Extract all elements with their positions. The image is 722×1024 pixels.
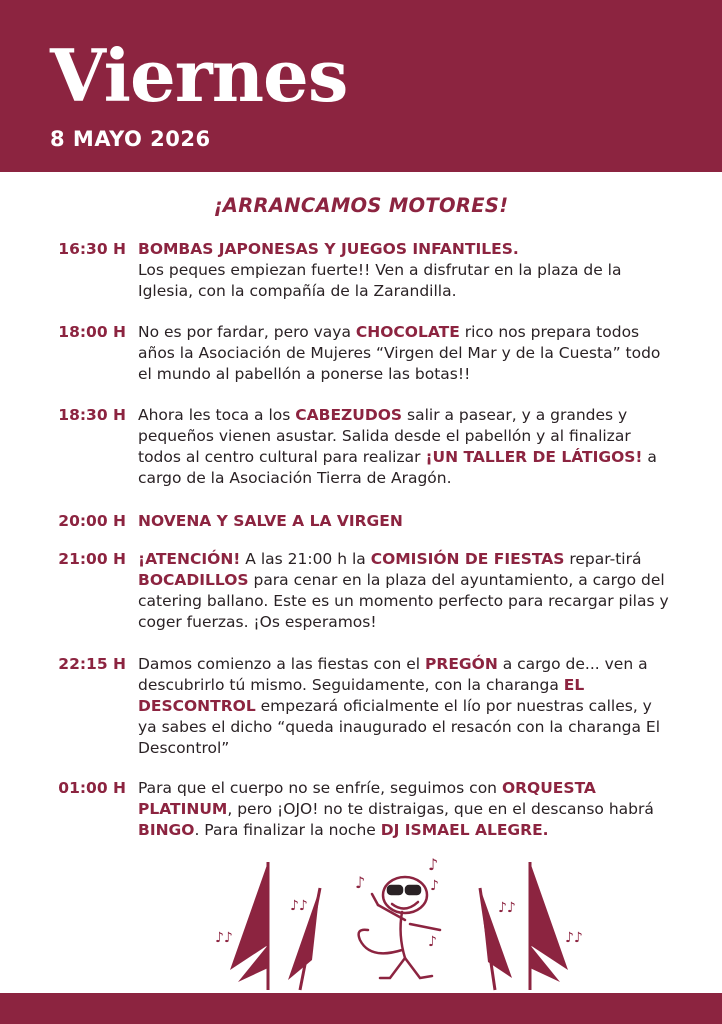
svg-text:♪♪: ♪♪ (290, 898, 308, 914)
event-text: rico nos prepara todos años la Asociación de Mujeres “Virgen del Mar y de la Cuesta” todo el mundo al pabellón a ponerse las botas!! (138, 323, 661, 383)
event-time: 16:30 H (58, 240, 126, 258)
svg-text:♪♪: ♪♪ (215, 930, 233, 946)
decorative-illustration (0, 850, 722, 995)
event-highlight: BINGO (138, 821, 195, 839)
event-time: 18:00 H (58, 323, 126, 341)
dancing-lizard-icon (359, 877, 440, 978)
svg-text:♪: ♪ (428, 934, 437, 950)
event-highlight: EL DESCONTROL (138, 676, 585, 715)
event-description (138, 405, 670, 489)
page-title: Viernes (50, 33, 348, 118)
header-banner (0, 0, 722, 172)
event-text: Los peques empiezan fuerte!! Ven a disfrutar en la plaza de la Iglesia, con la compañía de la Zarandilla. (138, 261, 622, 300)
event-highlight: DJ ISMAEL ALEGRE. (380, 821, 549, 839)
flag-icon (530, 862, 568, 990)
event-heading: NOVENA Y SALVE A LA VIRGEN (138, 512, 403, 530)
section-title: ¡ARRANCAMOS MOTORES! (213, 194, 509, 217)
event-text: salir a pasear, y a grandes y pequeños vienen asustar. Salida desde el pabellón y al finalizar todos al centro cultural para realizar (138, 406, 631, 466)
svg-text:♪♪: ♪♪ (565, 930, 583, 946)
event-time: 01:00 H (58, 779, 126, 797)
event-time: 18:30 H (58, 406, 126, 424)
event-highlight: BOCADILLOS (138, 571, 249, 589)
event-text: Damos comienzo a las fiestas con el (138, 655, 426, 673)
footer-band (0, 993, 722, 1024)
event-highlight: PREGÓN (425, 655, 498, 673)
event-text: Para que el cuerpo no se enfríe, seguimos con (138, 779, 502, 797)
event-highlight: CHOCOLATE (355, 323, 460, 341)
svg-text:♪: ♪ (430, 878, 439, 894)
event-description (138, 549, 670, 633)
page-date: 8 MAYO 2026 (50, 127, 211, 151)
event-highlight: ¡ATENCIÓN! (138, 550, 241, 568)
event-time: 22:15 H (58, 655, 126, 673)
svg-text:♪: ♪ (355, 873, 366, 892)
event-description (138, 778, 670, 841)
event-description (138, 511, 670, 532)
event-text: No es por fardar, pero vaya (138, 323, 356, 341)
event-description (138, 654, 670, 759)
event-text: repar-tirá (564, 550, 642, 568)
event-highlight: CABEZUDOS (295, 406, 403, 424)
svg-text:♪♪: ♪♪ (498, 900, 516, 916)
event-text: , pero ¡OJO! no te distraigas, que en el descanso habrá (227, 800, 654, 818)
event-text: . Para finalizar la noche (194, 821, 381, 839)
event-heading: BOMBAS JAPONESAS Y JUEGOS INFANTILES. (138, 240, 519, 258)
event-text: para cenar en la plaza del ayuntamiento, a cargo del catering ballano. Este es un momento perfecto para recargar pilas y coger fuerzas. ¡Os esperamos! (138, 571, 669, 631)
event-highlight: ORQUESTA PLATINUM (138, 779, 596, 818)
event-text: empezará oficialmente el lío por nuestras calles, y ya sabes el dicho “queda inaugurado el resacón con la charanga El Descontrol” (138, 697, 661, 757)
event-description (138, 239, 670, 302)
flag-icon (230, 862, 268, 990)
event-time: 20:00 H (58, 512, 126, 530)
event-highlight: ¡UN TALLER DE LÁTIGOS! (425, 448, 643, 466)
event-text: a cargo de... ven a descubrirlo tú mismo. Seguidamente, con la charanga (138, 655, 648, 694)
event-highlight: COMISIÓN DE FIESTAS (370, 550, 565, 568)
event-time: 21:00 H (58, 550, 126, 568)
event-text: A las 21:00 h la (240, 550, 371, 568)
event-text: Ahora les toca a los (138, 406, 296, 424)
event-text: a cargo de la Asociación Tierra de Aragón. (138, 448, 657, 487)
svg-text:♪: ♪ (428, 855, 439, 874)
event-description (138, 322, 670, 385)
